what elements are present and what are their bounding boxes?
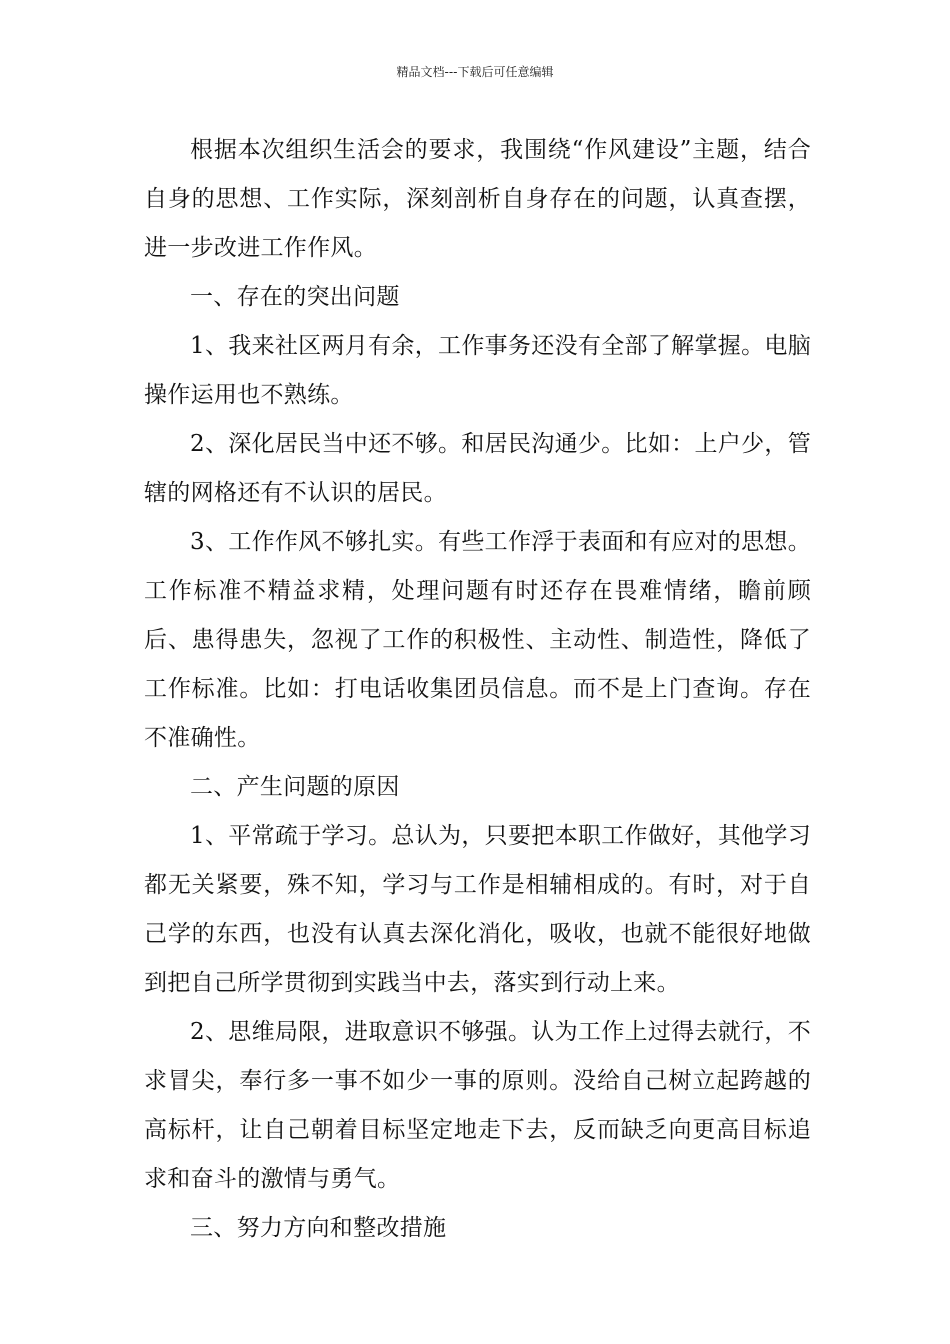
document-body (144, 126, 811, 1253)
section-heading-causes: 二、产生问题的原因 (190, 774, 400, 800)
problem-item-3: 3、工作作风不够扎实。有些工作浮于表面和有应对的思想。工作标准不精益求精，处理问题有时还存在畏难情绪，瞻前顾后、患得患失，忽视了工作的积极性、主动性、制造性，降低了工作标准。比如：打电话收集团员信息。而不是上门查询。存在不准确性。 (144, 529, 811, 751)
cause-item-2: 2、思维局限，进取意识不够强。认为工作上过得去就行，不求冒尖，奉行多一事不如少一事的原则。没给自己树立起跨越的高标杆，让自己朝着目标坚定地走下去，反而缺乏向更高目标追求和奋斗的激情与勇气。 (144, 1019, 811, 1192)
intro-paragraph: 根据本次组织生活会的要求，我围绕“作风建设”主题，结合自身的思想、工作实际，深刻剖析自身存在的问题，认真查摆，进一步改进工作作风。 (144, 137, 811, 261)
section-heading-problems: 一、存在的突出问题 (190, 284, 400, 310)
page-header: 精品文档---下载后可任意编辑 (396, 65, 554, 79)
section-heading-measures: 三、努力方向和整改措施 (190, 1215, 447, 1241)
problem-item-2: 2、深化居民当中还不够。和居民沟通少。比如：上户少，管辖的网格还有不认识的居民。 (144, 431, 811, 506)
cause-item-1: 1、平常疏于学习。总认为，只要把本职工作做好，其他学习都无关紧要，殊不知，学习与工作是相辅相成的。有时，对于自己学的东西，也没有认真去深化消化，吸收，也就不能很好地做到把自己所学贯彻到实践当中去，落实到行动上来。 (144, 823, 811, 996)
problem-item-1: 1、我来社区两月有余，工作事务还没有全部了解掌握。电脑操作运用也不熟练。 (144, 333, 811, 408)
